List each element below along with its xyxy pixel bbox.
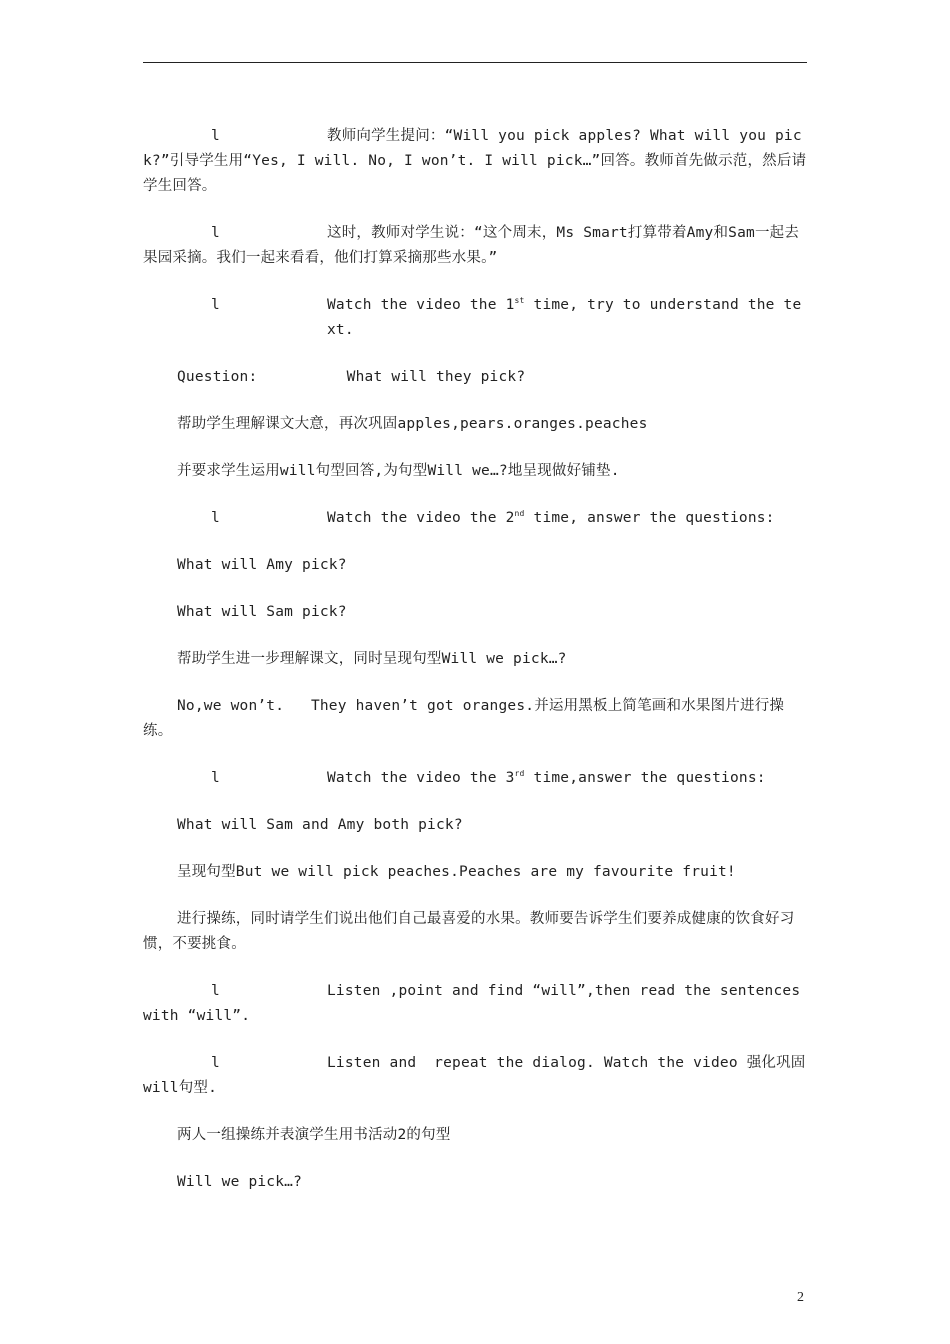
bullet-marker: l	[211, 510, 220, 526]
bullet-marker: l	[211, 770, 220, 786]
ordinal-suffix: st	[514, 296, 525, 305]
paragraph: 进行操练，同时请学生们说出他们自己最喜爱的水果。教师要告诉学生们要养成健康的饮食好习惯，不要挑食。	[143, 911, 795, 952]
ordinal-suffix: rd	[514, 769, 525, 778]
bullet-marker: l	[211, 1055, 220, 1071]
bullet-text-part: Watch the video the 1	[327, 297, 515, 313]
paragraph: What will Sam and Amy both pick?	[177, 817, 463, 833]
bullet-text-part: time, answer the questions:	[524, 510, 775, 526]
bullet-item	[143, 293, 809, 343]
bullet-item	[143, 506, 809, 531]
bullet-item	[143, 766, 809, 791]
page-number: 2	[797, 1290, 804, 1305]
paragraph: 帮助学生进一步理解课文，同时呈现句型Will we pick…?	[177, 651, 567, 667]
document-body	[143, 124, 809, 1217]
paragraph: 并要求学生运用will句型回答,为句型Will we…?地呈现做好铺垫.	[177, 463, 620, 479]
bullet-text-part: time,answer the questions:	[524, 770, 766, 786]
paragraph: Will we pick…?	[177, 1174, 303, 1190]
ordinal-suffix: nd	[514, 509, 525, 518]
bullet-marker: l	[211, 128, 220, 144]
bullet-item	[143, 979, 809, 1029]
bullet-marker: l	[211, 983, 220, 999]
bullet-text-part: Watch the video the 2	[327, 510, 515, 526]
bullet-text: Listen ,point and find “will”,then read the sentences with “will”.	[143, 983, 810, 1024]
paragraph: 帮助学生理解课文大意，再次巩固apples,pears.oranges.peaches	[177, 416, 648, 432]
paragraph: 两人一组操练并表演学生用书活动2的句型	[177, 1127, 451, 1143]
bullet-text-part: time, try to understand the text.	[327, 297, 802, 338]
paragraph: Question: What will they pick?	[177, 369, 526, 385]
bullet-item	[143, 124, 809, 199]
bullet-marker: l	[211, 225, 220, 241]
bullet-text	[143, 293, 809, 343]
header-rule	[143, 62, 807, 63]
bullet-text: 教师向学生提问：“Will you pick apples? What will you pick?”引导学生用“Yes, I will. No, I won’t. I will pick…”回答。教师首先做示范，然后请学生回答。	[143, 128, 807, 194]
bullet-text-part: Watch the video the 3	[327, 770, 515, 786]
paragraph: What will Sam pick?	[177, 604, 347, 620]
bullet-text	[143, 766, 809, 791]
paragraph: What will Amy pick?	[177, 557, 347, 573]
paragraph: No,we won’t. They haven’t got oranges.并运用黑板上简笔画和水果图片进行操练。	[143, 698, 785, 739]
bullet-marker: l	[211, 297, 220, 313]
bullet-text	[143, 506, 809, 531]
bullet-text: 这时，教师对学生说：“这个周末，Ms Smart打算带着Amy和Sam一起去果园采摘。我们一起来看看，他们打算采摘那些水果。”	[143, 225, 800, 266]
bullet-item	[143, 221, 809, 271]
bullet-text: Listen and repeat the dialog. Watch the video 强化巩固will句型.	[143, 1055, 806, 1096]
paragraph: 呈现句型But we will pick peaches.Peaches are my favourite fruit!	[177, 864, 736, 880]
bullet-item	[143, 1051, 809, 1101]
